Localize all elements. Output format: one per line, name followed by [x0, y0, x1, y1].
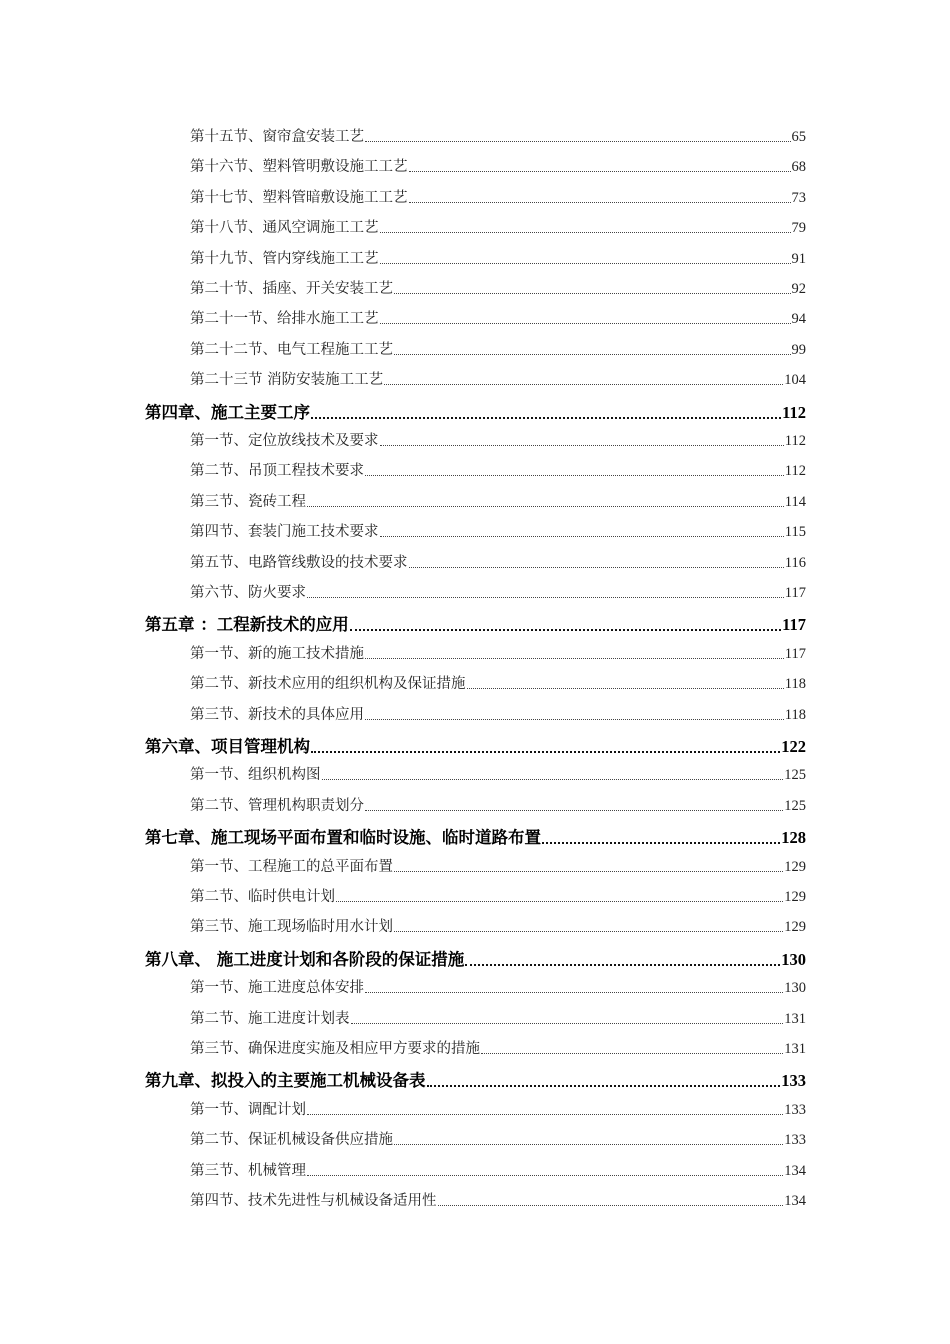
toc-page-number: 129	[784, 919, 806, 936]
toc-section-entry[interactable]	[190, 1098, 806, 1119]
toc-chapter-entry[interactable]	[145, 611, 806, 635]
dot-leader	[365, 475, 784, 476]
toc-chapter-entry[interactable]	[145, 733, 806, 757]
toc-section-entry[interactable]	[190, 459, 806, 480]
toc-page-number: 118	[784, 706, 806, 723]
toc-page-number: 104	[784, 372, 806, 389]
toc-entry-title: 第四节、技术先进性与机械设备适用性	[190, 1193, 437, 1209]
dot-leader	[365, 719, 784, 720]
toc-section-entry[interactable]	[190, 307, 806, 328]
dot-leader	[427, 1085, 781, 1087]
toc-section-entry[interactable]	[190, 247, 806, 268]
toc-page-number: 131	[784, 1010, 806, 1027]
toc-page-number: 118	[784, 676, 806, 693]
toc-chapter-entry[interactable]	[145, 946, 806, 970]
dot-leader	[351, 1023, 784, 1024]
toc-section-entry[interactable]	[190, 277, 806, 298]
toc-entry-title: 第二节、临时供电计划	[190, 889, 335, 905]
dot-leader	[542, 842, 780, 844]
toc-entry-title: 第六章、项目管理机构	[145, 737, 310, 756]
toc-entry-title: 第十七节、塑料管暗敷设施工工艺	[190, 189, 408, 206]
toc-entry-title: 第二十二节、电气工程施工工艺	[190, 341, 393, 358]
toc-entry-title: 第一节、定位放线技术及要求	[190, 433, 379, 449]
toc-entry-title: 第五章 ：工程新技术的应用	[145, 615, 349, 635]
toc-section-entry[interactable]	[190, 368, 806, 389]
dot-leader	[365, 658, 784, 659]
toc-page-number: 130	[784, 980, 806, 997]
toc-entry-title: 第三节、施工现场临时用水计划	[190, 919, 393, 936]
dot-leader	[409, 567, 784, 568]
toc-page-number: 68	[791, 159, 806, 176]
dot-leader	[380, 445, 784, 446]
dot-leader	[465, 964, 780, 966]
toc-page-number: 129	[784, 858, 806, 875]
dot-leader	[307, 1114, 783, 1115]
toc-page-number: 125	[784, 797, 806, 814]
toc-section-entry[interactable]	[190, 581, 806, 602]
toc-section-entry[interactable]	[190, 125, 806, 146]
toc-section-entry[interactable]	[190, 1159, 806, 1180]
toc-section-entry[interactable]	[190, 642, 806, 663]
toc-section-entry[interactable]	[190, 976, 806, 997]
dot-leader	[311, 417, 781, 419]
toc-section-entry[interactable]	[190, 429, 806, 450]
toc-entry-title: 第二节、新技术应用的组织机构及保证措施	[190, 676, 466, 693]
toc-entry-title: 第九章、拟投入的主要施工机械设备表	[145, 1071, 426, 1091]
toc-page-number: 65	[791, 129, 806, 145]
toc-section-entry[interactable]	[190, 855, 806, 876]
toc-page-number: 129	[784, 889, 806, 905]
toc-section-entry[interactable]	[190, 155, 806, 176]
toc-page-number: 94	[791, 311, 806, 328]
dot-leader	[365, 810, 783, 811]
toc-entry-title: 第二十一节、给排水施工工艺	[190, 311, 379, 328]
toc-section-entry[interactable]	[190, 885, 806, 906]
toc-chapter-entry[interactable]	[145, 824, 806, 848]
toc-entry-title: 第二节、吊顶工程技术要求	[190, 463, 364, 480]
dot-leader	[394, 354, 791, 355]
toc-entry-title: 第一节、施工进度总体安排	[190, 980, 364, 997]
toc-page-number: 112	[782, 402, 806, 422]
dot-leader	[481, 1053, 783, 1054]
toc-entry-title: 第六节、防火要求	[190, 585, 306, 601]
dot-leader	[394, 871, 783, 872]
toc-page-number: 133	[784, 1101, 806, 1118]
toc-page-number: 112	[784, 463, 806, 480]
toc-section-entry[interactable]	[190, 794, 806, 815]
dot-leader	[394, 931, 783, 932]
dot-leader	[365, 992, 783, 993]
dot-leader	[307, 597, 784, 598]
dot-leader	[307, 1175, 783, 1176]
toc-page-number: 114	[784, 493, 806, 510]
toc-page-number: 122	[781, 737, 806, 756]
toc-section-entry[interactable]	[190, 520, 806, 541]
toc-page-number: 133	[784, 1132, 806, 1149]
toc-section-entry[interactable]	[190, 490, 806, 511]
dot-leader	[394, 293, 791, 294]
toc-page-number: 134	[784, 1193, 806, 1209]
toc-entry-title: 第十五节、窗帘盒安装工艺	[190, 129, 364, 145]
toc-section-entry[interactable]	[190, 672, 806, 693]
toc-page-number: 117	[784, 645, 806, 662]
toc-page-number: 91	[791, 250, 806, 267]
toc-page-number: 130	[781, 949, 806, 969]
toc-page-number: 115	[784, 524, 806, 541]
toc-section-entry[interactable]	[190, 703, 806, 724]
toc-entry-title: 第二十节、插座、开关安装工艺	[190, 281, 393, 297]
toc-entry-title: 第三节、新技术的具体应用	[190, 706, 364, 723]
toc-entry-title: 第三节、确保进度实施及相应甲方要求的措施	[190, 1041, 480, 1057]
dot-leader	[322, 779, 784, 780]
toc-page-number: 128	[781, 828, 806, 848]
toc-chapter-entry[interactable]	[145, 1067, 806, 1091]
toc-section-entry[interactable]	[190, 1189, 806, 1210]
toc-page-number: 133	[781, 1071, 806, 1091]
toc-page-number: 112	[784, 433, 806, 449]
toc-section-entry[interactable]	[190, 186, 806, 207]
toc-entry-title: 第一节、调配计划	[190, 1101, 306, 1118]
toc-page-number: 131	[784, 1041, 806, 1057]
toc-entry-title: 第三节、瓷砖工程	[190, 493, 306, 510]
toc-entry-title: 第四节、套装门施工技术要求	[190, 524, 379, 541]
dot-leader	[409, 202, 791, 203]
toc-page-number: 116	[784, 554, 806, 571]
dot-leader	[394, 1144, 783, 1145]
toc-entry-title: 第一节、工程施工的总平面布置	[190, 858, 393, 875]
toc-entry-title: 第二节、管理机构职责划分	[190, 797, 364, 814]
dot-leader	[438, 1205, 784, 1206]
toc-entry-title: 第四章、施工主要工序	[145, 402, 310, 422]
toc-entry-title: 第二节、保证机械设备供应措施	[190, 1132, 393, 1149]
toc-entry-title: 第二节、施工进度计划表	[190, 1010, 350, 1027]
toc-entry-title: 第三节、机械管理	[190, 1162, 306, 1179]
dot-leader	[307, 506, 784, 507]
toc-page-number: 125	[784, 767, 806, 784]
dot-leader	[467, 688, 784, 689]
toc-page-number: 99	[791, 341, 806, 358]
dot-leader	[311, 751, 780, 753]
toc-page-number: 73	[791, 189, 806, 206]
toc-entry-title: 第五节、电路管线敷设的技术要求	[190, 554, 408, 571]
dot-leader	[409, 171, 791, 172]
toc-section-entry[interactable]	[190, 338, 806, 359]
dot-leader	[336, 901, 783, 902]
toc-section-entry[interactable]	[190, 551, 806, 572]
toc-page-number: 117	[782, 615, 806, 635]
dot-leader	[365, 141, 791, 142]
toc-section-entry[interactable]	[190, 216, 806, 237]
dot-leader	[380, 232, 791, 233]
toc-entry-title: 第七章、施工现场平面布置和临时设施、临时道路布置	[145, 828, 541, 848]
toc-entry-title: 第八章、 施工进度计划和各阶段的保证措施	[145, 949, 465, 969]
dot-leader	[384, 384, 783, 385]
toc-page-number: 79	[791, 220, 806, 237]
dot-leader	[380, 536, 784, 537]
toc-entry-title: 第十八节、通风空调施工工艺	[190, 220, 379, 237]
dot-leader	[350, 629, 781, 631]
toc-entry-title: 第一节、新的施工技术措施	[190, 645, 364, 662]
toc-section-entry[interactable]	[190, 1007, 806, 1028]
toc-chapter-entry[interactable]	[145, 399, 806, 423]
toc-page-number: 117	[784, 585, 806, 601]
toc-entry-title: 第一节、组织机构图	[190, 767, 321, 784]
toc-entry-title: 第二十三节 消防安装施工工艺	[190, 372, 384, 389]
toc-page-number: 134	[784, 1162, 806, 1179]
toc-section-entry[interactable]	[190, 1037, 806, 1058]
toc-page-number: 92	[791, 281, 806, 297]
toc-section-entry[interactable]	[190, 763, 806, 784]
dot-leader	[380, 323, 791, 324]
toc-entry-title: 第十九节、管内穿线施工工艺	[190, 250, 379, 267]
toc-entry-title: 第十六节、塑料管明敷设施工工艺	[190, 159, 408, 176]
toc-section-entry[interactable]	[190, 915, 806, 936]
dot-leader	[380, 263, 791, 264]
toc-section-entry[interactable]	[190, 1128, 806, 1149]
